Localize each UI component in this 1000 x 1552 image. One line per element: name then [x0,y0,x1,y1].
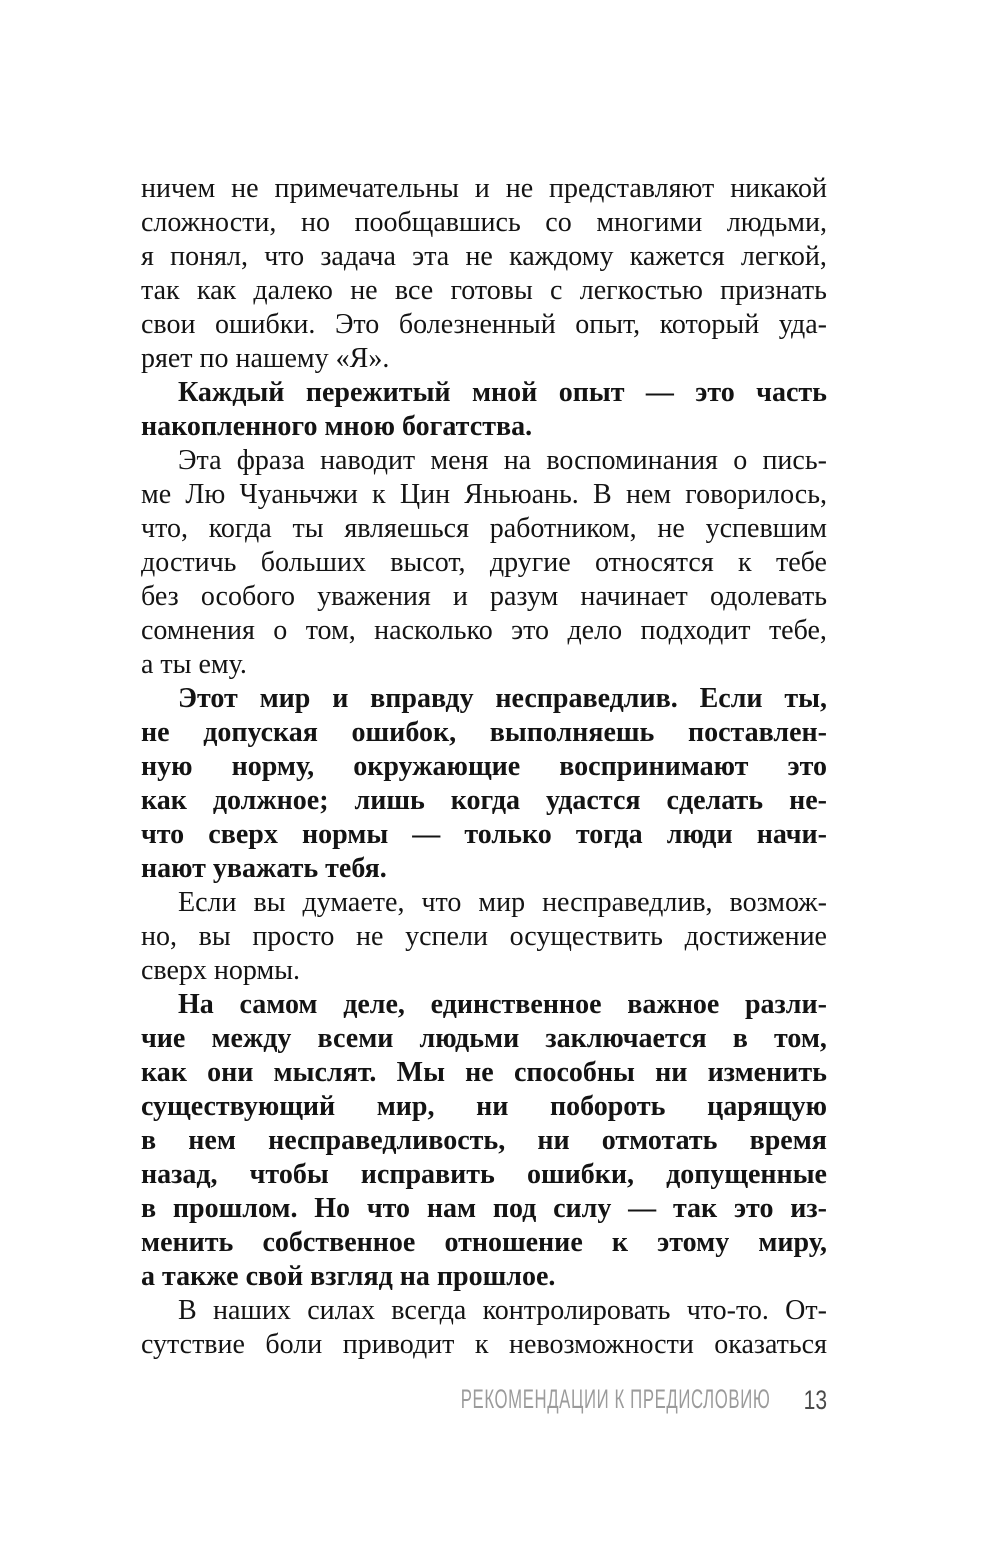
word: эта [412,241,450,272]
paragraph [141,1294,827,1362]
text-line [141,546,827,580]
word: высот, [390,547,466,578]
word: В [178,1295,197,1326]
word: изменить [707,1057,827,1088]
word: вы [253,887,286,918]
word: Мы [396,1057,445,1088]
word: не- [789,785,827,816]
word: и [332,683,349,714]
word: опыт [558,377,625,408]
word: сомнения [141,615,255,646]
text-line [141,886,827,920]
word: всегда [391,1295,467,1326]
word: опыт, [575,309,641,340]
word: сутствие [141,1329,245,1360]
word: наших [212,1295,291,1326]
word: что [366,1193,411,1224]
word: достичь [141,547,237,578]
word: примечательны [274,173,459,204]
word: Каждый [178,377,285,408]
word: я [141,241,154,272]
word: менить [141,1227,234,1258]
word: к [611,1227,629,1258]
word: свои [141,309,196,340]
word: в [141,1125,157,1156]
word: время [749,1125,827,1156]
word: допуская [203,717,318,748]
word: мыслят. [273,1057,377,1088]
word: пережитый [305,377,451,408]
word: и [452,581,468,612]
word: никакой [730,173,827,204]
word: это [787,751,827,782]
text-line [141,274,827,308]
word: В [593,479,612,510]
word: сверх [208,819,278,850]
text-line: а также свой взгляд на прошлое. [141,1261,556,1292]
word: люди [666,819,733,850]
word: норму, [231,751,315,782]
text-line: нают уважать тебя. [141,853,387,884]
word: должное; [212,785,329,816]
text-line [141,478,827,512]
text-line [141,818,827,852]
word: том, [305,615,356,646]
word: подходит [640,615,751,646]
word: часть [756,377,827,408]
paragraph [141,376,827,444]
word: чтобы [249,1159,329,1190]
page-number: 13 [803,1385,827,1415]
word: не [141,717,170,748]
text-line: накопленного мною богатства. [141,411,533,442]
word: разли- [744,989,827,1020]
word: мир [478,887,526,918]
word: когда [450,785,521,816]
word: прошлом. [172,1193,298,1224]
word: На [178,989,214,1020]
word: Этот [178,683,238,714]
word: относятся [594,547,714,578]
text-line [141,716,827,750]
word: ме [141,479,172,510]
word: о [273,615,288,646]
text-line [141,1328,827,1362]
word: — [412,819,441,850]
word: поставлен- [687,717,827,748]
word: являешься [344,513,469,544]
word: побороть [549,1091,666,1122]
text-block [141,172,827,1362]
text-line [141,614,827,648]
word: это [733,1193,774,1224]
word: миру, [758,1227,827,1258]
word: наводит [320,445,416,476]
text-line: сверх нормы. [141,955,301,986]
word: фраза [236,445,305,476]
word: разум [489,581,559,612]
word: так [141,275,180,306]
word: сложности, [141,207,277,238]
word: возмож- [729,887,827,918]
word: что, [141,513,188,544]
word: в [732,1023,748,1054]
word: между [211,1023,292,1054]
word: ошибки. [215,309,316,340]
word: особого [200,581,296,612]
word: понял, [170,241,248,272]
text-line [141,1124,827,1158]
word: заключается [545,1023,707,1054]
word: одолевать [709,581,827,612]
word: вправду [370,683,474,714]
word: так [672,1193,718,1224]
word: к [372,479,386,510]
word: на [503,445,532,476]
word: только [464,819,552,850]
word: как [141,1057,187,1088]
word: не [465,1057,494,1088]
paragraph [141,172,827,376]
word: выполняешь [489,717,655,748]
word: Чуаньчжи [239,479,358,510]
word: больших [260,547,366,578]
word: окружающие [353,751,521,782]
word: кажется [629,241,725,272]
word: способны [513,1057,635,1088]
word: вы [198,921,231,952]
word: допущенные [666,1159,827,1190]
word: удастся [546,785,641,816]
word: другие [489,547,571,578]
text-line [141,682,827,716]
word: невозможности [509,1329,694,1360]
text-line [141,512,827,546]
text-line [141,750,827,784]
word: Лю [185,479,226,510]
word: ошибки, [526,1159,634,1190]
word: дело [567,615,623,646]
word: ничем [141,173,216,204]
word: том, [774,1023,827,1054]
word: несправедлив. [495,683,678,714]
word: работником, [489,513,637,544]
word: думаете, [302,887,405,918]
word: нам [426,1193,477,1224]
word: приводит [342,1329,455,1360]
word: далеко [253,275,333,306]
word: мир, [376,1091,435,1122]
word: боли [265,1329,323,1360]
word: но [300,207,330,238]
word: который [659,309,760,340]
text-line [141,1022,827,1056]
word: и [474,173,490,204]
word: силу [553,1193,612,1224]
word: успели [405,921,488,952]
word: без [141,581,179,612]
word: Цин [399,479,451,510]
word: От- [785,1295,827,1326]
word: мир [259,683,311,714]
paragraph [141,444,827,682]
word: не [356,921,384,952]
word: многими [596,207,703,238]
word: легкостью [579,275,703,306]
word: ни [537,1125,570,1156]
word: начинает [580,581,688,612]
text-line [141,308,827,342]
text-line [141,1226,827,1260]
word: осуществить [509,921,663,952]
text-line [141,1056,827,1090]
word: уда- [778,309,827,340]
word: достижение [684,921,827,952]
word: что [264,241,305,272]
word: лишь [354,785,425,816]
word: всеми [317,1023,394,1054]
word: меня [430,445,489,476]
word: что-то. [686,1295,769,1326]
paragraph [141,682,827,886]
word: начи- [756,819,827,850]
text-line [141,240,827,274]
text-line: а ты ему. [141,649,247,680]
word: назад, [141,1159,218,1190]
word: этому [657,1227,730,1258]
word: воспринимают [559,751,749,782]
text-line [141,580,827,614]
word: признать [720,275,827,306]
word: людьми [419,1023,520,1054]
word: существующий [141,1091,336,1122]
word: Но [314,1193,351,1224]
word: легкой, [740,241,827,272]
word: оказаться [714,1329,827,1360]
word: пообщавшись [354,207,521,238]
word: не [231,173,259,204]
word: чие [141,1023,186,1054]
word: воспоминания [546,445,718,476]
word: это [695,377,735,408]
word: задача [320,241,396,272]
text-line [141,1294,827,1328]
word: не [657,513,685,544]
word: Это [334,309,380,340]
word: просто [252,921,335,952]
word: все [394,275,434,306]
word: контролировать [482,1295,671,1326]
word: отмотать [601,1125,718,1156]
word: со [545,207,572,238]
word: пись- [762,445,827,476]
word: ты, [784,683,827,714]
word: силах [307,1295,375,1326]
word: собственное [262,1227,416,1258]
word: единственное [430,989,602,1020]
word: представляют [549,173,715,204]
word: о [733,445,748,476]
word: к [474,1329,489,1360]
text-line: ряет по нашему «Я». [141,343,390,374]
word: нормы [301,819,389,850]
word: ни [476,1091,509,1122]
word: что [421,887,462,918]
word: как [141,785,187,816]
running-head: РЕКОМЕНДАЦИИ К ПРЕДИСЛОВИЮ [460,1384,770,1414]
text-line [141,172,827,206]
word: ты [292,513,324,544]
word: уважения [317,581,431,612]
word: важное [627,989,720,1020]
paragraph [141,988,827,1294]
text-line [141,1158,827,1192]
word: успевшим [705,513,827,544]
text-line [141,444,827,478]
word: сделать [666,785,764,816]
word: говорилось, [685,479,827,510]
word: болезненный [398,309,556,340]
word: не [350,275,378,306]
word: ошибок, [351,717,457,748]
text-line [141,376,827,410]
word: деле, [343,989,405,1020]
text-line [141,920,827,954]
word: но, [141,921,177,952]
word: не [505,173,534,204]
word: царящую [707,1091,827,1122]
word: несправедлив, [542,887,713,918]
word: ни [655,1057,688,1088]
word: тебе [775,547,827,578]
word: Если [699,683,763,714]
text-line [141,1192,827,1226]
word: Яньюань. [464,479,579,510]
word: к [738,547,752,578]
text-line [141,1090,827,1124]
word: нем [625,479,672,510]
text-line [141,206,827,240]
word: это [511,615,550,646]
word: каждому [509,241,614,272]
word: что [141,819,185,850]
word: Если [178,887,237,918]
word: нем [188,1125,236,1156]
word: когда [208,513,272,544]
word: не [465,241,493,272]
word: из- [790,1193,827,1224]
text-line [141,988,827,1022]
word: — [645,377,674,408]
word: тебе, [768,615,827,646]
word: под [492,1193,537,1224]
word: Эта [178,445,222,476]
word: в [141,1193,157,1224]
word: как [196,275,237,306]
word: с [550,275,563,306]
paragraph [141,886,827,988]
word: они [207,1057,254,1088]
word: мной [471,377,538,408]
word: отношение [444,1227,583,1258]
word: исправить [360,1159,495,1190]
word: ную [141,751,193,782]
word: несправедливость, [268,1125,506,1156]
word: — [628,1193,657,1224]
word: насколько [374,615,493,646]
word: самом [239,989,318,1020]
word: готовы [450,275,533,306]
word: людьми, [726,207,827,238]
word: тогда [575,819,643,850]
text-line [141,784,827,818]
